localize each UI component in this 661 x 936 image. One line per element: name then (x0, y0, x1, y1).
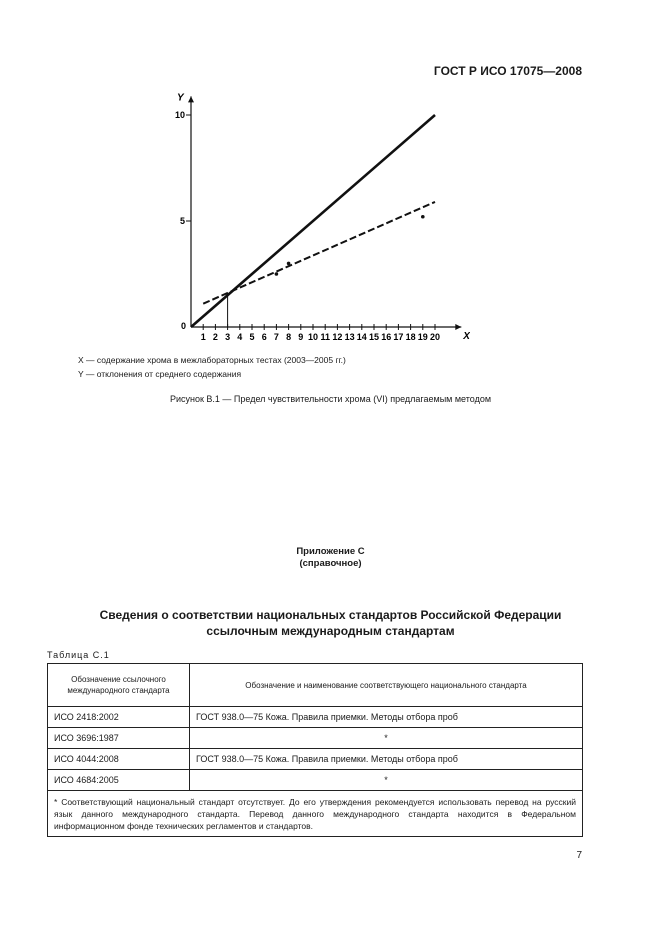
table-footnote: * Соответствующий национальный стандарт отсутствует. До его утверждения рекомендуется использовать перевод на русский язык данного международного стандарта. Перевод данного международного стандарта находится в Федеральном информационном фонде технических регламентов и стандартов. (48, 791, 583, 837)
header-international-standard: Обозначение ссылочного международного стандарта (48, 664, 190, 707)
cell-international: ИСО 4044:2008 (48, 749, 190, 770)
correspondence-table (47, 663, 583, 837)
document-header: ГОСТ Р ИСО 17075—2008 (433, 64, 582, 78)
x-tick-label: 11 (320, 332, 330, 342)
table-row (48, 749, 583, 770)
header-national-standard: Обозначение и наименование соответствующего национального стандарта (190, 664, 583, 707)
x-axis-label: X (463, 331, 470, 342)
x-tick-label: 6 (261, 332, 267, 342)
legend-y-description: Y — отклонения от среднего содержания (78, 369, 242, 379)
x-tick-label: 18 (405, 332, 416, 342)
cell-international: ИСО 4684:2005 (48, 770, 190, 791)
annex-name: Приложение С (296, 546, 365, 557)
y-axis-arrow-icon (188, 96, 194, 102)
data-point (287, 262, 291, 266)
y-tick-label: 5 (179, 216, 185, 226)
x-tick-label: 20 (429, 332, 441, 342)
cell-national: * (190, 728, 583, 749)
x-tick-label: 5 (249, 332, 255, 342)
figure-caption: Рисунок В.1 — Предел чувствительности хрома (VI) предлагаемым методом (169, 394, 492, 404)
table-header-row (48, 664, 583, 707)
page-number: 7 (576, 850, 582, 861)
x-tick-label: 14 (356, 332, 367, 342)
section-heading-line1: Сведения о соответствии национальных стандартов Российской Федерации (99, 608, 562, 622)
x-tick-label: 15 (368, 332, 380, 342)
x-tick-label: 10 (307, 332, 319, 342)
annex-subtitle: (справочное) (299, 558, 362, 569)
x-tick-label: 7 (273, 332, 279, 342)
sensitivity-chart (160, 88, 470, 346)
x-axis-arrow-icon (455, 324, 461, 330)
x-tick-label: 17 (393, 332, 404, 342)
y-tick-label: 0 (180, 321, 186, 331)
cell-national: ГОСТ 938.0—75 Кожа. Правила приемки. Методы отбора проб (190, 749, 583, 770)
y-axis-label: Y (177, 92, 184, 104)
x-tick-label: 2 (212, 332, 218, 342)
section-heading (0, 607, 661, 639)
x-tick-label: 19 (417, 332, 428, 342)
x-tick-label: 4 (237, 332, 243, 342)
x-tick-label: 8 (286, 332, 292, 342)
x-tick-label: 13 (344, 332, 355, 342)
x-tick-label: 9 (298, 332, 304, 342)
table-label: Таблица С.1 (47, 650, 110, 660)
table-row (48, 707, 583, 728)
cell-international: ИСО 3696:1987 (48, 728, 190, 749)
section-heading-line2: ссылочным международным стандартам (206, 624, 455, 638)
x-tick-label: 1 (200, 332, 206, 342)
annex-title (0, 546, 661, 570)
cell-national: ГОСТ 938.0—75 Кожа. Правила приемки. Методы отбора проб (190, 707, 583, 728)
x-tick-label: 16 (381, 332, 392, 342)
x-tick-label: 12 (332, 332, 343, 342)
table-row (48, 770, 583, 791)
data-point (421, 215, 425, 219)
y-tick-label: 10 (174, 110, 185, 120)
data-point (275, 272, 279, 276)
x-tick-label: 3 (225, 332, 231, 342)
cell-international: ИСО 2418:2002 (48, 707, 190, 728)
cell-national: * (190, 770, 583, 791)
table-footnote-row (48, 791, 583, 837)
table-row (48, 728, 583, 749)
legend-x-description: X — содержание хрома в межлабораторных тестах (2003—2005 гг.) (78, 355, 346, 365)
